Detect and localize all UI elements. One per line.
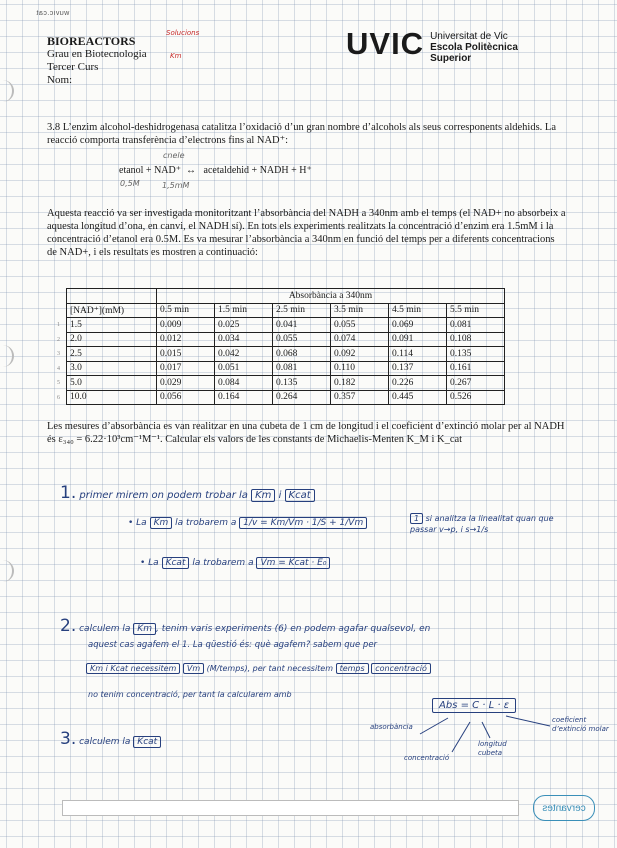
handwritten-note-above: cnele — [163, 151, 185, 160]
value-cell: 0.009 — [157, 318, 215, 333]
step1-text: primer mirem on podem trobar la — [79, 490, 248, 501]
value-cell: 0.081 — [273, 361, 331, 376]
value-cell: 0.081 — [447, 318, 505, 333]
table-span-header: Absorbància a 340nm — [157, 289, 505, 304]
footer-bar — [62, 800, 519, 816]
table-row — [67, 361, 505, 376]
row-mark: 4 — [57, 366, 60, 372]
and-word: i — [278, 490, 282, 501]
bullet-b-rest: la trobarem a — [192, 558, 254, 568]
side-note-text: si analitza la linealitat quan que passar v→p, i s→1/s — [410, 514, 554, 534]
kcat-box: Kcat — [285, 489, 315, 502]
value-cell: 0.051 — [215, 361, 273, 376]
arrow-coef — [506, 716, 550, 726]
row-mark: 1 — [57, 322, 60, 328]
value-cell: 0.055 — [331, 318, 389, 333]
col-header-time: 3.5 min — [331, 303, 389, 318]
row-mark: 6 — [57, 395, 60, 401]
problem-question: Les mesures d’absorbància es van realitzar en una cubeta de 1 cm de longitud i el coeficient d’extinció molar per al NADH és ε₃₄₀ = 6.22·10³cm⁻¹M⁻¹. Calcular els valors de les constants de Michaelis-Menten K_M i K_cat — [47, 421, 565, 445]
value-cell: 0.056 — [157, 390, 215, 405]
table-row — [67, 390, 505, 405]
degree-name: Grau en Biotecnologia — [47, 48, 147, 60]
conc-cell: 3.0 — [67, 361, 157, 376]
vm-box: Vm — [183, 663, 204, 674]
conc-cell: 10.0 — [67, 390, 157, 405]
lineweaver-burk-box: 1/v = Km/Vm · 1/S + 1/Vm — [239, 517, 367, 529]
value-cell: 0.069 — [389, 318, 447, 333]
bullet-a-lead: • La — [128, 518, 147, 528]
bullet-b-line — [140, 558, 330, 568]
step1-line — [60, 483, 315, 503]
value-cell: 0.445 — [389, 390, 447, 405]
kcat-box: Kcat — [162, 557, 190, 569]
value-cell: 0.161 — [447, 361, 505, 376]
table-row — [67, 347, 505, 362]
reaction-equation — [119, 165, 312, 176]
conc-cell: 2.0 — [67, 332, 157, 347]
value-cell: 0.526 — [447, 390, 505, 405]
value-cell: 0.025 — [215, 318, 273, 333]
step2-number: 2. — [60, 616, 77, 636]
row-mark: 5 — [57, 380, 60, 386]
km-box: Km — [133, 623, 156, 635]
table-header-row — [67, 289, 505, 304]
value-cell: 0.267 — [447, 376, 505, 391]
col-header-time: 0.5 min — [157, 303, 215, 318]
step2-line1 — [60, 616, 430, 636]
value-cell: 0.029 — [157, 376, 215, 391]
label-length: longitud cubeta — [478, 740, 507, 757]
value-cell: 0.164 — [215, 390, 273, 405]
col-header-nad: [NAD⁺](mM) — [67, 303, 157, 318]
name-label: Nom: — [47, 74, 73, 86]
label-absorbance: absorbància — [370, 723, 413, 731]
uvic-logo-text: UVIC — [346, 26, 425, 61]
handwritten-ethanol-conc: 0,5M — [120, 179, 140, 188]
table-time-row — [67, 303, 505, 318]
step1-number: 1. — [60, 483, 77, 503]
reaction-arrow: ↔ — [186, 165, 197, 176]
label-coefficient: coeficient d’extinció molar — [552, 716, 609, 733]
beer-lambert-equation: Abs = C · L · ε — [432, 698, 516, 713]
table-row — [67, 376, 505, 391]
arrow-conc — [452, 722, 470, 752]
row-mark: 2 — [57, 337, 60, 343]
col-header-time: 5.5 min — [447, 303, 505, 318]
red-handwritten-note-km: Km — [170, 52, 182, 60]
km-box: Km — [150, 517, 173, 529]
step2-text-b: , tenim varis experiments (6) en podem agafar qualsevol, en — [155, 624, 431, 634]
value-cell: 0.074 — [331, 332, 389, 347]
km-kcat-box: Km i Kcat necessitem — [86, 663, 180, 674]
step3-line — [60, 729, 161, 749]
school-name-1: Escola Politècnica — [430, 42, 518, 53]
course-header — [47, 35, 147, 87]
table-row — [67, 318, 505, 333]
red-handwritten-note: Solucions — [166, 29, 200, 37]
step3-text: calculem la — [79, 737, 131, 747]
arrow-abs — [420, 718, 448, 734]
value-cell: 0.012 — [157, 332, 215, 347]
conc-cell: 2.5 — [67, 347, 157, 362]
reaction-reactants: etanol + NAD⁺ — [119, 165, 182, 176]
absorbance-table — [66, 288, 505, 405]
value-cell: 0.135 — [273, 376, 331, 391]
value-cell: 0.042 — [215, 347, 273, 362]
bullet-a-rest: la trobarem a — [175, 518, 237, 528]
bullet-a-line — [128, 518, 367, 528]
value-cell: 0.084 — [215, 376, 273, 391]
value-cell: 0.226 — [389, 376, 447, 391]
bullet-b-lead: • La — [140, 558, 159, 568]
kcat-box: Kcat — [133, 736, 161, 748]
conc-cell: 1.5 — [67, 318, 157, 333]
value-cell: 0.135 — [447, 347, 505, 362]
cervantes-logo: cervantes — [533, 795, 595, 821]
step2-line3 — [86, 664, 431, 673]
value-cell: 0.110 — [331, 361, 389, 376]
concentracio-box: concentració — [371, 663, 431, 674]
value-cell: 0.041 — [273, 318, 331, 333]
step2-text-c: (M/temps), per tant necessitem — [206, 664, 334, 673]
table-row — [67, 332, 505, 347]
uvic-logo — [346, 26, 518, 64]
value-cell: 0.264 — [273, 390, 331, 405]
row-mark: 3 — [57, 351, 60, 357]
university-name: Universitat de Vic — [430, 31, 508, 42]
kcat-equation-box: Vm = Kcat · E₀ — [256, 557, 330, 569]
value-cell: 0.182 — [331, 376, 389, 391]
problem-description: Aquesta reacció va ser investigada monitoritzant l’absorbància del NADH a 340nm amb el temps (el NAD+ no absorbeix a aquesta longitud d’ona, en canvi, el NADH sí). En tots els experiments realitzats la concentració d’enzim era 1.5mM i la concentració d’etanol era 0.5M. Es va mesurar l’absorbància a 340nm en funció del temps per a diferents concentracions de NAD+, i els resultats es mostren a continuació: — [47, 208, 566, 258]
value-cell: 0.091 — [389, 332, 447, 347]
label-concentration: concentració — [404, 754, 450, 762]
reaction-products: acetaldehid + NADH + H⁺ — [203, 165, 312, 176]
beer-lambert-box — [432, 700, 516, 711]
value-cell: 0.137 — [389, 361, 447, 376]
step2-text-a: calculem la — [79, 624, 131, 634]
step2-line2: aquest cas agafem el 1. La qüestió és: què agafem? sabem que per — [88, 640, 378, 650]
km-box: Km — [251, 489, 275, 502]
col-header-time: 1.5 min — [215, 303, 273, 318]
arrow-length — [482, 722, 490, 738]
value-cell: 0.092 — [331, 347, 389, 362]
mirrored-bleed-text: wuvic.cat — [36, 10, 70, 17]
conc-cell: 5.0 — [67, 376, 157, 391]
school-name-2: Superior — [430, 53, 472, 64]
col-header-time: 2.5 min — [273, 303, 331, 318]
temps-box: temps — [336, 663, 369, 674]
value-cell: 0.114 — [389, 347, 447, 362]
note-number-box: 1 — [410, 513, 423, 524]
problem-intro: 3.8 L’enzim alcohol-deshidrogenasa catalitza l’oxidació d’un gran nombre d’alcohols als seus corresponents aldehids. La reacció comporta transferència d’electrons fins al NAD⁺: — [47, 122, 556, 146]
value-cell: 0.034 — [215, 332, 273, 347]
step3-number: 3. — [60, 729, 77, 749]
handwritten-nad-conc: 1,5mM — [162, 181, 190, 190]
col-header-time: 4.5 min — [389, 303, 447, 318]
year-label: Tercer Curs — [47, 61, 99, 73]
value-cell: 0.068 — [273, 347, 331, 362]
course-title: BIOREACTORS — [47, 34, 136, 48]
side-note — [410, 513, 560, 535]
value-cell: 0.357 — [331, 390, 389, 405]
value-cell: 0.108 — [447, 332, 505, 347]
step2-line4: no tenim concentració, per tant la calcularem amb — [88, 690, 292, 699]
value-cell: 0.015 — [157, 347, 215, 362]
table-corner-cell — [67, 289, 157, 304]
value-cell: 0.055 — [273, 332, 331, 347]
value-cell: 0.017 — [157, 361, 215, 376]
